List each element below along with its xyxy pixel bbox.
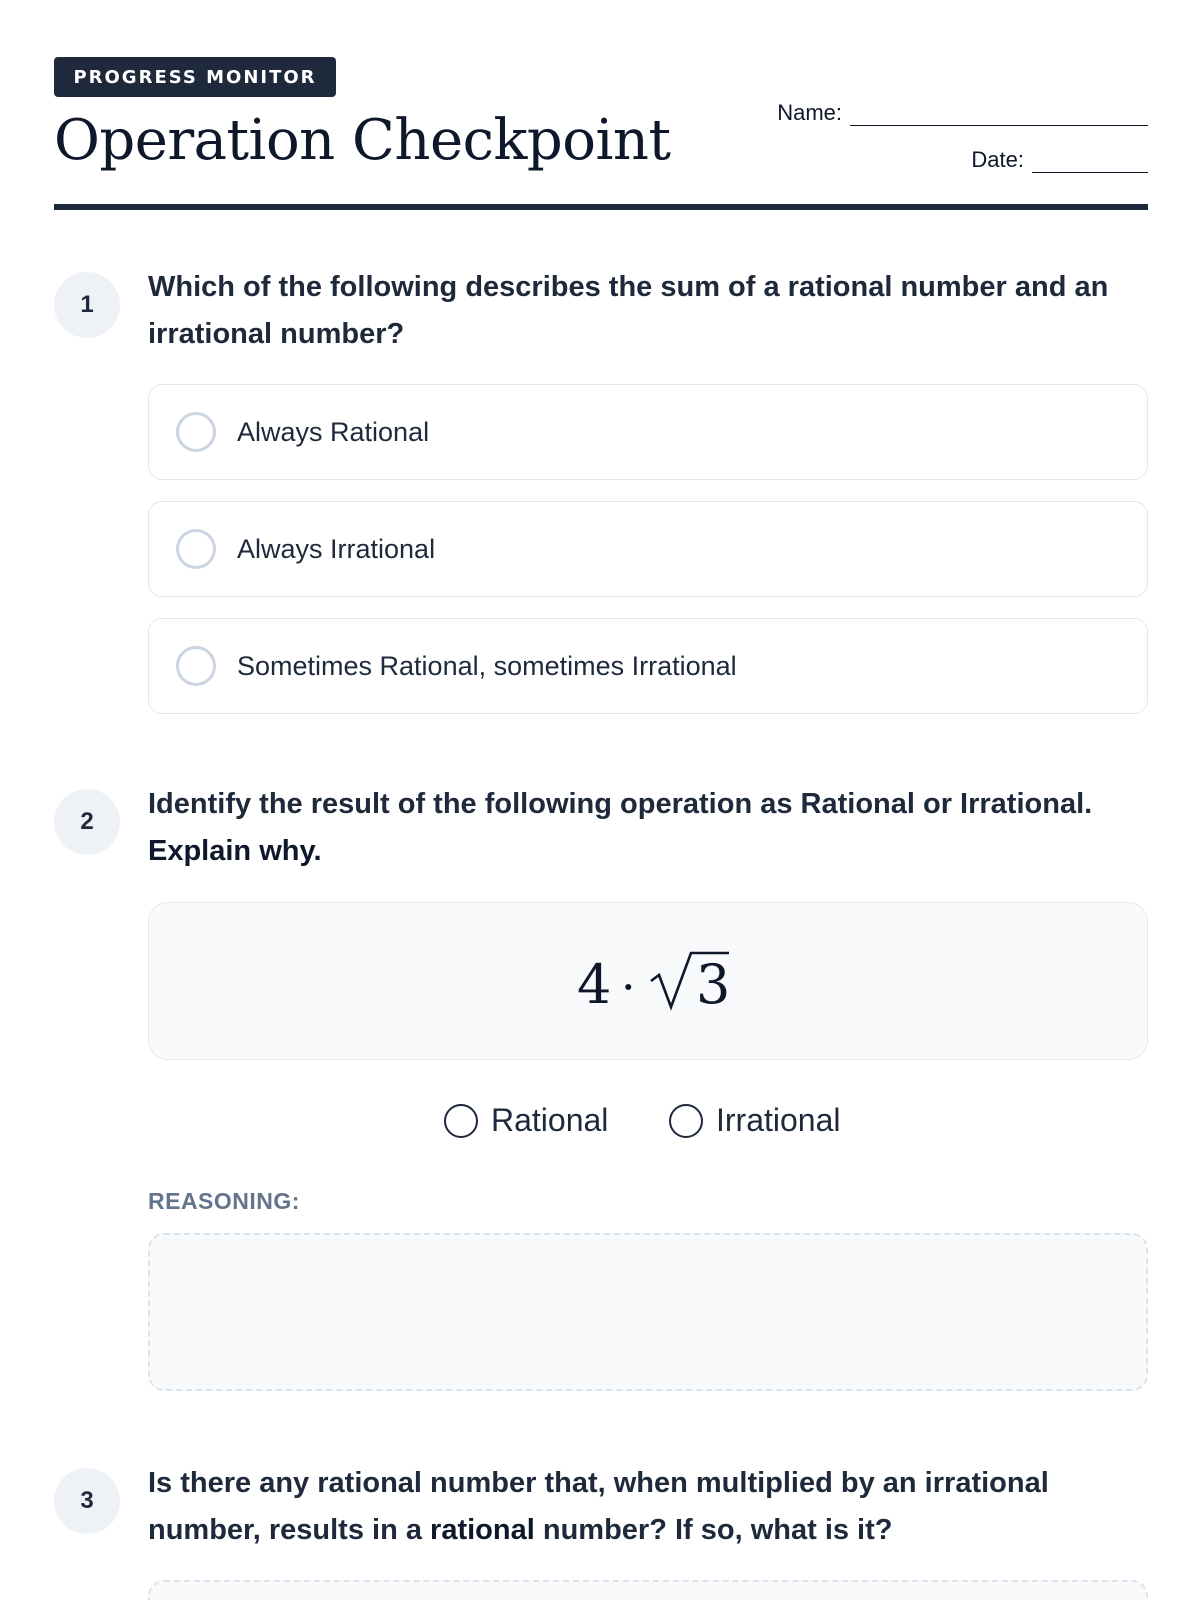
reasoning-label: REASONING: <box>148 1188 300 1214</box>
expression-radicand: 3 <box>696 953 731 1016</box>
name-field <box>777 100 1148 126</box>
answer-option[interactable] <box>148 618 1148 714</box>
irrational-choice[interactable] <box>669 1102 841 1139</box>
option-label: Sometimes Rational, sometimes Irrational <box>237 650 737 681</box>
question-1-text: Which of the following describes the sum of a rational number and an irrational number? <box>148 271 1109 350</box>
header-divider <box>54 204 1148 210</box>
date-field <box>971 147 1148 173</box>
question-3-text <box>148 1460 1148 1554</box>
radio-button[interactable] <box>176 529 216 569</box>
choice-label: Irrational <box>716 1102 841 1138</box>
choice-label: Rational <box>491 1102 609 1138</box>
question-3-answer-box[interactable] <box>148 1580 1148 1600</box>
question-2-text <box>148 781 1148 875</box>
date-blank-line[interactable] <box>1032 153 1148 173</box>
name-blank-line[interactable] <box>850 106 1148 126</box>
date-label: Date: <box>971 147 1024 172</box>
radio-button[interactable] <box>176 646 216 686</box>
expression-coefficient: 4 <box>577 953 612 1016</box>
question-2-emphasis: Explain why. <box>148 835 322 867</box>
radio-button[interactable] <box>176 412 216 452</box>
rational-choice[interactable] <box>444 1102 608 1139</box>
answer-option[interactable] <box>148 501 1148 597</box>
radio-button[interactable] <box>444 1104 478 1138</box>
math-expression <box>149 903 1148 1061</box>
question-2-prompt: Identify the result of the following operation as Rational or Irrational. <box>148 788 1093 820</box>
question-number-badge: 1 <box>54 272 120 338</box>
question-3-prompt-start: Is there any rational number that, when multiplied by an irrational number, results in a <box>148 1467 1049 1546</box>
expression-operator: · <box>621 960 636 1014</box>
answer-option[interactable] <box>148 384 1148 480</box>
question-number-badge: 2 <box>54 789 120 855</box>
question-3-prompt-end: number? If so, what is it? <box>542 1514 893 1546</box>
option-label: Always Irrational <box>237 533 436 564</box>
progress-monitor-badge: PROGRESS MONITOR <box>54 57 336 97</box>
radio-button[interactable] <box>669 1104 703 1138</box>
question-number-badge: 3 <box>54 1468 120 1534</box>
expression-panel <box>148 902 1148 1060</box>
worksheet <box>54 0 1148 1600</box>
reasoning-answer-box[interactable] <box>148 1233 1148 1391</box>
page-title: Operation Checkpoint <box>54 108 671 173</box>
option-label: Always Rational <box>237 416 430 447</box>
question-3-emphasis: rational <box>430 1514 535 1546</box>
name-label: Name: <box>777 100 842 125</box>
